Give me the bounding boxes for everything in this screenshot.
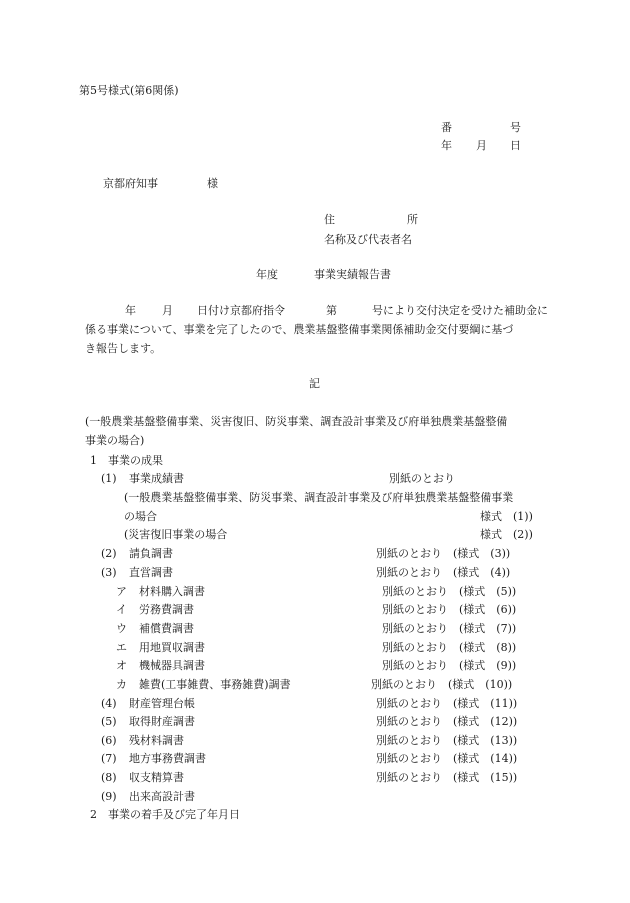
report-item-row	[0, 548, 630, 562]
item-reference: 別紙のとおり	[382, 603, 448, 616]
item9-label: 出来高設計書	[129, 790, 195, 803]
item-reference: 別紙のとおり	[371, 678, 437, 691]
item-form-number: (様式 (15))	[453, 771, 518, 784]
report-item-row	[0, 679, 630, 693]
item9-number: (9)	[101, 790, 117, 803]
applicant-address-label-b: 所	[407, 213, 418, 226]
body-month: 月	[162, 304, 173, 317]
report-item-row	[0, 642, 630, 656]
item-number: ア	[116, 585, 127, 598]
item-number: (7)	[101, 752, 117, 765]
item-number: (3)	[101, 566, 117, 579]
date-month-label: 月	[476, 139, 487, 152]
item-label: 直営調書	[129, 566, 173, 579]
report-item-row	[0, 735, 630, 749]
body-line1-rest: 号により交付決定を受けた補助金に	[372, 304, 548, 317]
item-label: 財産管理台帳	[129, 697, 195, 710]
addressee-honorific: 様	[207, 177, 218, 190]
section1-heading: 1 事業の成果	[90, 454, 163, 467]
item-number: (5)	[101, 715, 117, 728]
report-item-row	[0, 604, 630, 618]
body-line2: 係る事業について、事業を完了したので、農業基盤整備事業関係補助金交付要綱に基づ	[85, 323, 514, 336]
section2-heading: 2 事業の着手及び完了年月日	[90, 808, 240, 821]
item-label: 取得財産調書	[129, 715, 195, 728]
item-form-number: (様式 (10))	[448, 678, 513, 691]
ki-heading: 記	[309, 377, 320, 390]
item-reference: 別紙のとおり	[376, 547, 442, 560]
scope-line2: 事業の場合)	[85, 434, 145, 447]
item-form-number: (様式 (4))	[453, 566, 511, 579]
document-number-suffix: 号	[510, 121, 521, 134]
item-reference: 別紙のとおり	[376, 752, 442, 765]
applicant-name-label: 名称及び代表者名	[324, 233, 412, 246]
item-label: 用地買収調書	[139, 641, 205, 654]
item-form-number: (様式 (6))	[459, 603, 517, 616]
item-reference: 別紙のとおり	[382, 585, 448, 598]
body-line3: き報告します。	[85, 342, 162, 355]
scope-line1: (一般農業基盤整備事業、災害復旧、防災事業、調査設計事業及び府単独農業基盤整備	[85, 415, 508, 428]
item-form-number: (様式 (14))	[453, 752, 518, 765]
item-reference: 別紙のとおり	[376, 715, 442, 728]
item-label: 収支精算書	[129, 771, 184, 784]
item-form-number: (様式 (9))	[459, 659, 517, 672]
item-number: エ	[116, 641, 127, 654]
report-item-row	[0, 660, 630, 674]
report-item-row	[0, 698, 630, 712]
item-number: カ	[116, 678, 127, 691]
item1-sub1-form: 様式 (1))	[480, 510, 533, 523]
item-form-number: (様式 (12))	[453, 715, 518, 728]
item-number: オ	[116, 659, 127, 672]
item-number: (8)	[101, 771, 117, 784]
item-label: 材料購入調書	[139, 585, 205, 598]
item1-sub2: (災害復旧事業の場合	[124, 528, 228, 541]
report-item-row	[0, 586, 630, 600]
item-form-number: (様式 (11))	[453, 697, 518, 710]
item-reference: 別紙のとおり	[376, 566, 442, 579]
body-number-prefix: 第	[326, 304, 337, 317]
item1-number: (1)	[101, 472, 117, 485]
item-reference: 別紙のとおり	[376, 697, 442, 710]
item-number: (6)	[101, 734, 117, 747]
item-form-number: (様式 (3))	[453, 547, 511, 560]
form-number-label: 第5号様式(第6関係)	[79, 84, 179, 97]
report-item-row	[0, 753, 630, 767]
item1-reference: 別紙のとおり	[389, 472, 455, 485]
item-label: 労務費調書	[139, 603, 194, 616]
item-form-number: (様式 (8))	[459, 641, 517, 654]
item-number: (4)	[101, 697, 117, 710]
item-number: イ	[116, 603, 127, 616]
item-reference: 別紙のとおり	[382, 641, 448, 654]
item-form-number: (様式 (5))	[459, 585, 517, 598]
item1-sub1-line1: (一般農業基盤整備事業、防災事業、調査設計事業及び府単独農業基盤整備事業	[124, 491, 514, 504]
item-number: (2)	[101, 547, 117, 560]
applicant-address-label-a: 住	[324, 213, 335, 226]
item-form-number: (様式 (7))	[459, 622, 517, 635]
document-number-label: 番	[441, 121, 452, 134]
item1-sub2-form: 様式 (2))	[480, 528, 533, 541]
report-year-label: 年度	[256, 268, 278, 281]
item-label: 補償費調書	[139, 622, 194, 635]
item-reference: 別紙のとおり	[382, 622, 448, 635]
addressee-name: 京都府知事	[103, 177, 158, 190]
report-title: 事業実績報告書	[314, 268, 391, 281]
body-year: 年	[125, 304, 136, 317]
item1-sub1-line2: の場合	[124, 510, 157, 523]
item-label: 請負調書	[129, 547, 173, 560]
item1-label: 事業成績書	[129, 472, 184, 485]
item-reference: 別紙のとおり	[382, 659, 448, 672]
item-label: 雑費(工事雑費、事務雑費)調書	[139, 678, 291, 691]
item-form-number: (様式 (13))	[453, 734, 518, 747]
item-label: 残材料調書	[129, 734, 184, 747]
report-item-row	[0, 772, 630, 786]
item-number: ウ	[116, 622, 127, 635]
body-date-directive: 日付け京都府指令	[197, 304, 285, 317]
item-reference: 別紙のとおり	[376, 734, 442, 747]
item-reference: 別紙のとおり	[376, 771, 442, 784]
report-item-row	[0, 623, 630, 637]
item-label: 機械器具調書	[139, 659, 205, 672]
report-item-row	[0, 567, 630, 581]
report-item-row	[0, 716, 630, 730]
item-label: 地方事務費調書	[129, 752, 206, 765]
date-day-label: 日	[510, 139, 521, 152]
date-year-label: 年	[441, 139, 452, 152]
